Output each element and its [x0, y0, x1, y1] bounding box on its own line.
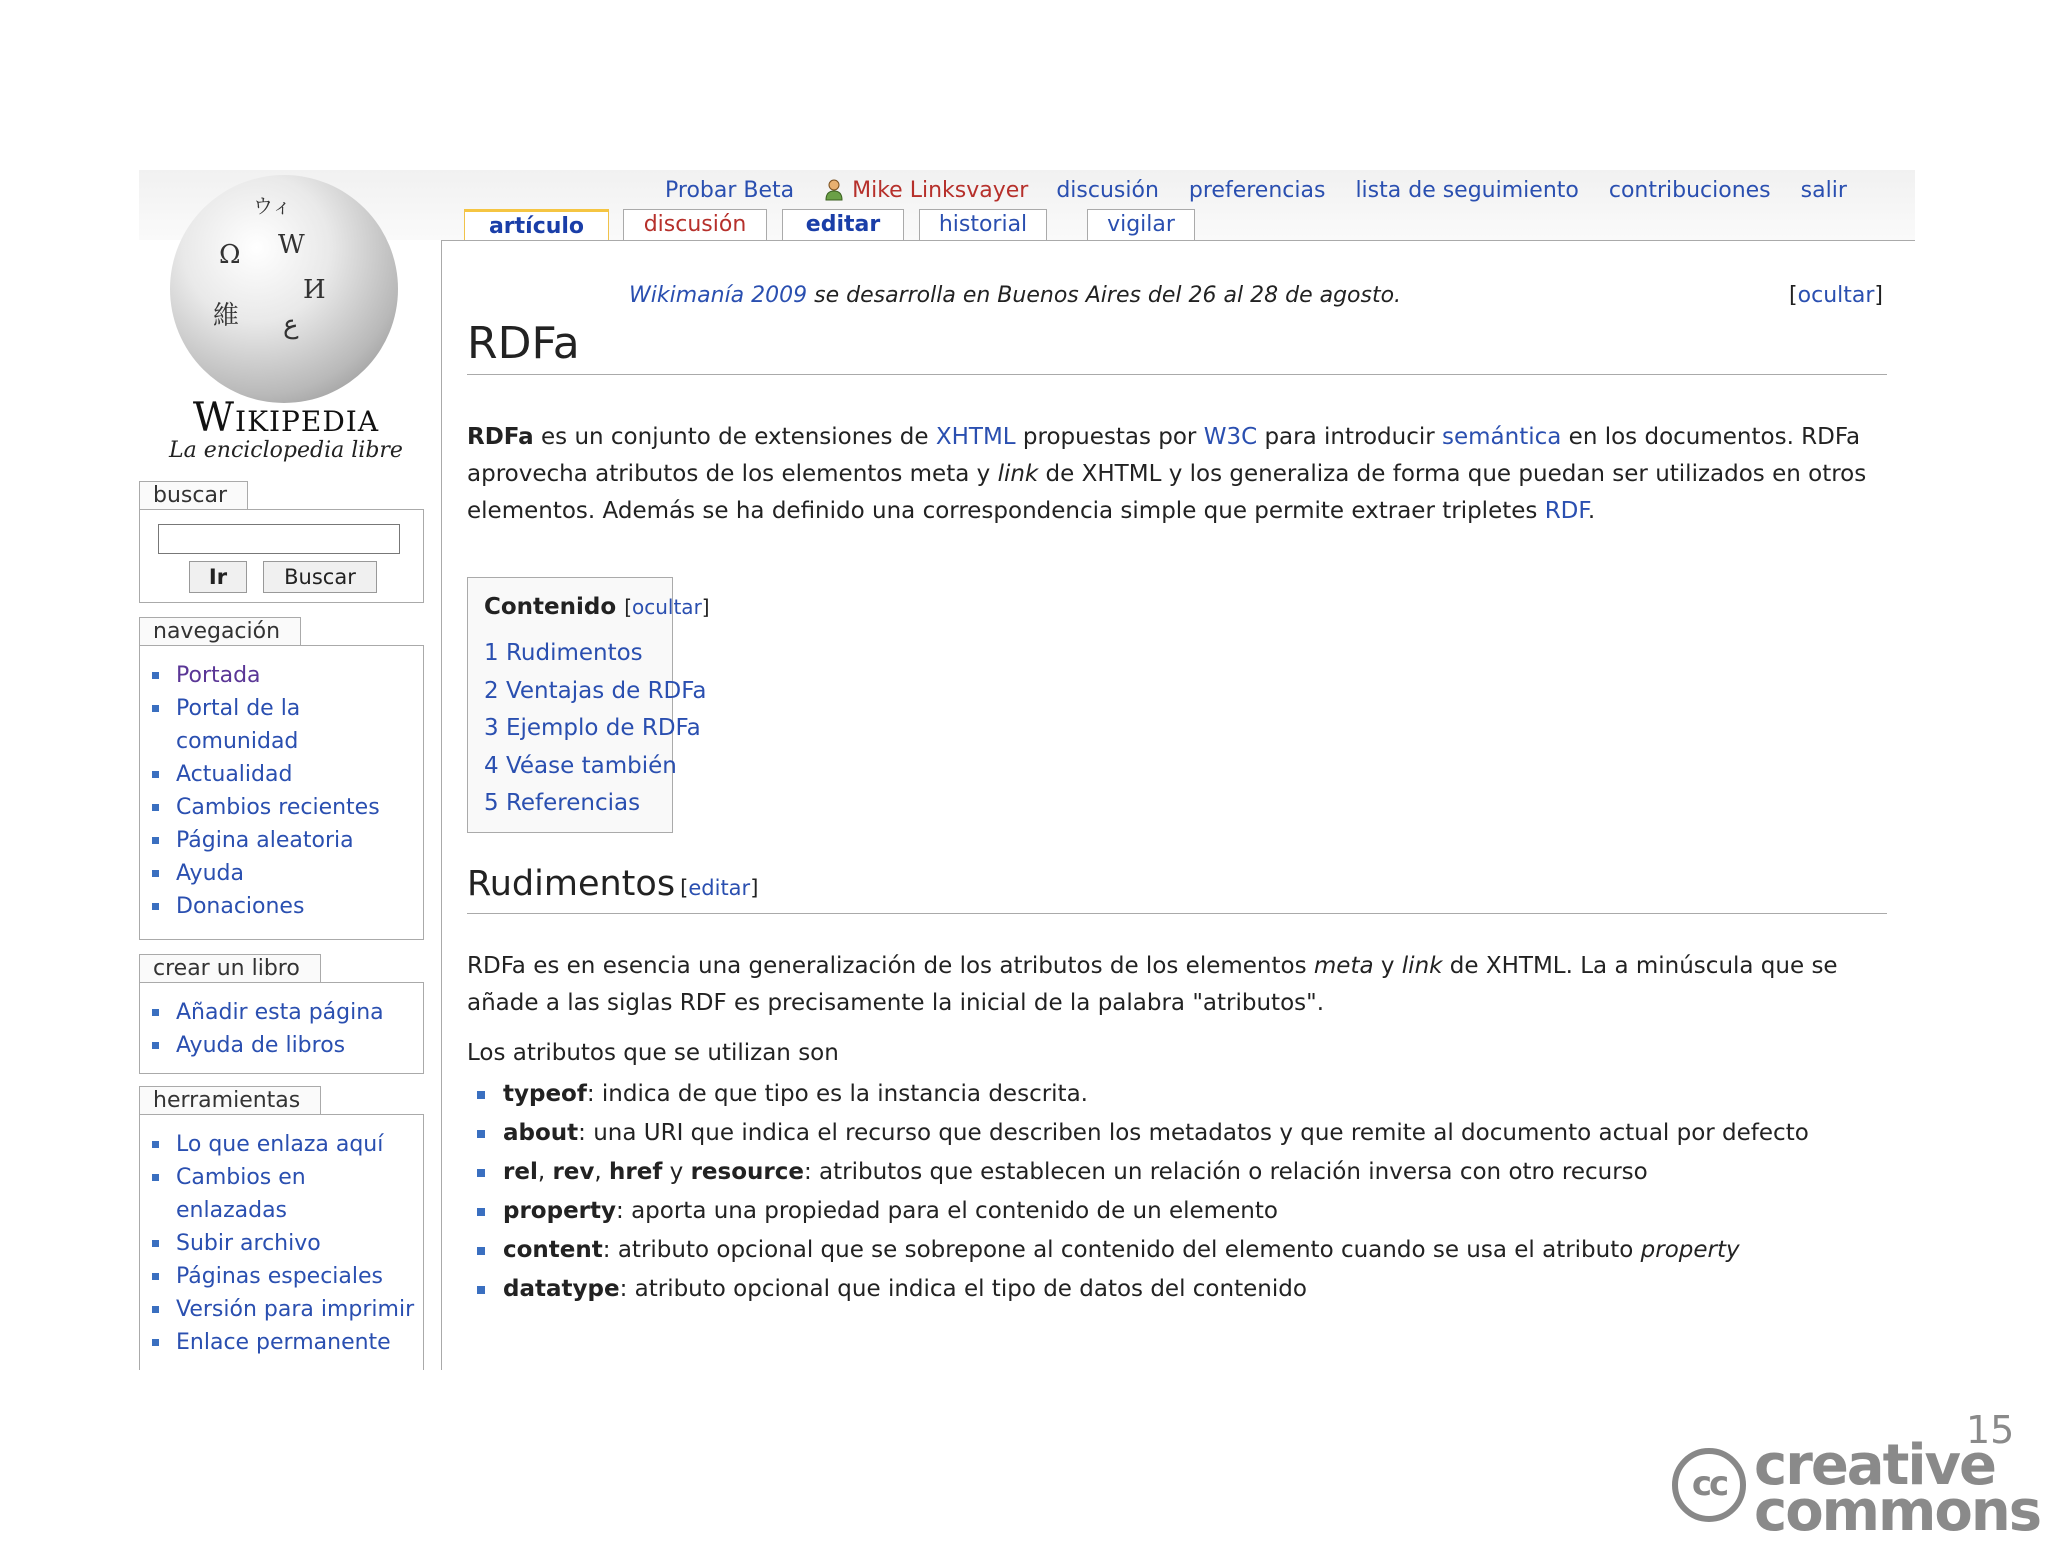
toc-item[interactable]: 2 Ventajas de RDFa: [484, 677, 707, 704]
search-portlet: [139, 509, 424, 603]
tab-articulo[interactable]: artículo: [464, 209, 609, 243]
nav-item-donaciones[interactable]: Donaciones: [150, 890, 380, 923]
tools-item-special[interactable]: Páginas especiales: [150, 1260, 414, 1293]
list-item: property: aporta una propiedad para el contenido de un elemento: [467, 1193, 1897, 1230]
intro-term: RDFa: [467, 424, 534, 450]
user-icon: [824, 179, 844, 201]
tools-item-print[interactable]: Versión para imprimir: [150, 1293, 414, 1326]
globe-glyph: 維: [213, 301, 240, 331]
wikipedia-screenshot: [139, 170, 1915, 1370]
cc-icon: cc: [1672, 1448, 1746, 1522]
go-button[interactable]: Ir: [189, 561, 247, 593]
tab-editar[interactable]: editar: [782, 209, 904, 240]
notice-hide: [ocultar]: [1789, 283, 1883, 308]
navigation-portlet-title: navegación: [139, 617, 301, 646]
notice-hide-link[interactable]: ocultar: [1797, 283, 1875, 308]
creative-commons-logo: [1672, 1433, 2048, 1544]
book-item-help[interactable]: Ayuda de libros: [150, 1029, 384, 1062]
article-content: [441, 240, 1915, 1370]
tools-item-whatlinks[interactable]: Lo que enlaza aquí: [150, 1128, 414, 1161]
toc-item[interactable]: 4 Véase también: [484, 752, 677, 779]
section-edit-link[interactable]: editar: [688, 876, 751, 900]
list-item: typeof: indica de que tipo es la instancia descrita.: [467, 1076, 1897, 1113]
bullet-icon: [152, 1273, 159, 1280]
search-input[interactable]: [158, 524, 400, 554]
nav-item-ayuda[interactable]: Ayuda: [150, 857, 380, 890]
nav-item-portal[interactable]: Portal de la comunidad: [150, 692, 376, 758]
bullet-icon: [477, 1247, 485, 1255]
list-item: about: una URI que indica el recurso que describen los metadatos y que remite al documento actual por defecto: [467, 1115, 1897, 1152]
tools-item-upload[interactable]: Subir archivo: [150, 1227, 414, 1260]
globe-glyph: Ω: [219, 240, 241, 270]
book-portlet-title: crear un libro: [139, 954, 321, 983]
nav-item-cambios[interactable]: Cambios recientes: [150, 791, 380, 824]
tools-portlet-title: herramientas: [139, 1086, 321, 1115]
wikipedia-logo[interactable]: [153, 170, 423, 475]
personal-tools: [665, 170, 1877, 210]
navigation-portlet: [139, 645, 424, 940]
bullet-icon: [477, 1286, 485, 1294]
tools-item-permalink[interactable]: Enlace permanente: [150, 1326, 414, 1359]
cc-word-creative: creative: [1754, 1433, 1996, 1498]
list-item: datatype: atributo opcional que indica el tipo de datos del contenido: [467, 1271, 1897, 1308]
nav-item-portada[interactable]: Portada: [150, 659, 380, 692]
watchlist-link[interactable]: lista de seguimiento: [1355, 177, 1579, 203]
bullet-icon: [152, 771, 159, 778]
toc-item[interactable]: 5 Referencias: [484, 790, 641, 816]
page-title: RDFa: [467, 316, 1887, 375]
site-notice-text: se desarrolla en Buenos Aires del 26 al 28 de agosto.: [807, 283, 1402, 308]
nav-item-aleatoria[interactable]: Página aleatoria: [150, 824, 380, 857]
logo-tagline: La enciclopedia libre: [169, 438, 403, 463]
user-talk-link[interactable]: discusión: [1056, 177, 1159, 203]
toc-title: Contenido: [484, 594, 617, 620]
cc-word-commons: commons: [1754, 1479, 2041, 1544]
book-item-add[interactable]: Añadir esta página: [150, 996, 384, 1029]
toc-hide-link[interactable]: ocultar: [632, 595, 702, 619]
contributions-link[interactable]: contribuciones: [1608, 177, 1771, 203]
bullet-icon: [152, 1009, 159, 1016]
bullet-icon: [152, 1042, 159, 1049]
book-portlet: [139, 982, 424, 1074]
bullet-icon: [152, 672, 159, 679]
globe-glyph: И: [303, 275, 326, 305]
section-paragraph: RDFa es en esencia una generalización de los atributos de los elementos meta y link de XHTML. La a minúscula que se añade a las siglas RDF es precisamente la inicial de la palabra "atributos".: [467, 953, 1838, 1016]
search-button[interactable]: Buscar: [263, 561, 377, 593]
logout-link[interactable]: salir: [1800, 177, 1847, 203]
bullet-icon: [477, 1208, 485, 1216]
search-portlet-title: buscar: [139, 481, 248, 510]
table-of-contents: [467, 577, 710, 833]
rdf-link[interactable]: RDF: [1544, 498, 1588, 524]
w3c-link[interactable]: W3C: [1203, 424, 1258, 450]
probar-beta-link[interactable]: Probar Beta: [665, 177, 795, 203]
section-title: Rudimentos: [467, 864, 676, 904]
tab-vigilar[interactable]: vigilar: [1087, 209, 1195, 240]
bullet-icon: [152, 837, 159, 844]
bullet-icon: [152, 1174, 159, 1181]
bullet-icon: [477, 1169, 485, 1177]
wikimania-link[interactable]: Wikimanía 2009: [629, 283, 808, 308]
section-heading: Rudimentos [editar]: [467, 861, 1887, 914]
nav-item-actualidad[interactable]: Actualidad: [150, 758, 380, 791]
bullet-icon: [152, 705, 159, 712]
list-item: content: atributo opcional que se sobrepone al contenido del elemento cuando se usa el atributo property: [467, 1232, 1897, 1269]
bullet-icon: [152, 1306, 159, 1313]
list-item: rel, rev, href y resource: atributos que establecen un relación o relación inversa con otro recurso: [467, 1154, 1897, 1191]
bullet-icon: [477, 1091, 485, 1099]
attributes-intro: Los atributos que se utilizan son: [467, 1040, 839, 1066]
bullet-icon: [152, 870, 159, 877]
tools-item-related[interactable]: Cambios en enlazadas: [150, 1161, 336, 1227]
tab-historial[interactable]: historial: [919, 209, 1047, 240]
slide-page-number: 15: [1966, 1408, 2015, 1452]
tab-discusion[interactable]: discusión: [623, 209, 767, 240]
toc-item[interactable]: 3 Ejemplo de RDFa: [484, 715, 701, 741]
bullet-icon: [152, 903, 159, 910]
tools-portlet: [139, 1114, 424, 1370]
bullet-icon: [152, 1240, 159, 1247]
globe-glyph: W: [278, 230, 305, 260]
user-link[interactable]: [824, 178, 1028, 203]
attributes-list: [467, 1076, 1897, 1310]
bullet-icon: [152, 1141, 159, 1148]
bullet-icon: [152, 804, 159, 811]
bullet-icon: [477, 1130, 485, 1138]
bullet-icon: [152, 1339, 159, 1346]
preferences-link[interactable]: preferencias: [1188, 177, 1326, 203]
semantica-link[interactable]: semántica: [1442, 424, 1562, 450]
intro-paragraph: RDFa es un conjunto de extensiones de XHTML propuestas por W3C para introducir semántica en los documentos. RDFa aprovecha atributos de los elementos meta y link de XHTML y los generaliza de forma que puedan ser utilizados en otros elementos. Además se ha definido una correspondencia simple que permite extraer tripletes RDF.: [467, 424, 1867, 524]
site-notice: [629, 283, 1401, 308]
toc-item[interactable]: 1 Rudimentos: [484, 640, 643, 666]
toc-header: Contenido [ocultar]: [484, 594, 710, 620]
user-name: Mike Linksvayer: [852, 177, 1029, 203]
globe-glyph: ع: [283, 310, 299, 340]
globe-glyph: ウィ: [253, 194, 292, 218]
xhtml-link[interactable]: XHTML: [935, 424, 1016, 450]
logo-wordmark: Wikipedia: [192, 395, 380, 441]
